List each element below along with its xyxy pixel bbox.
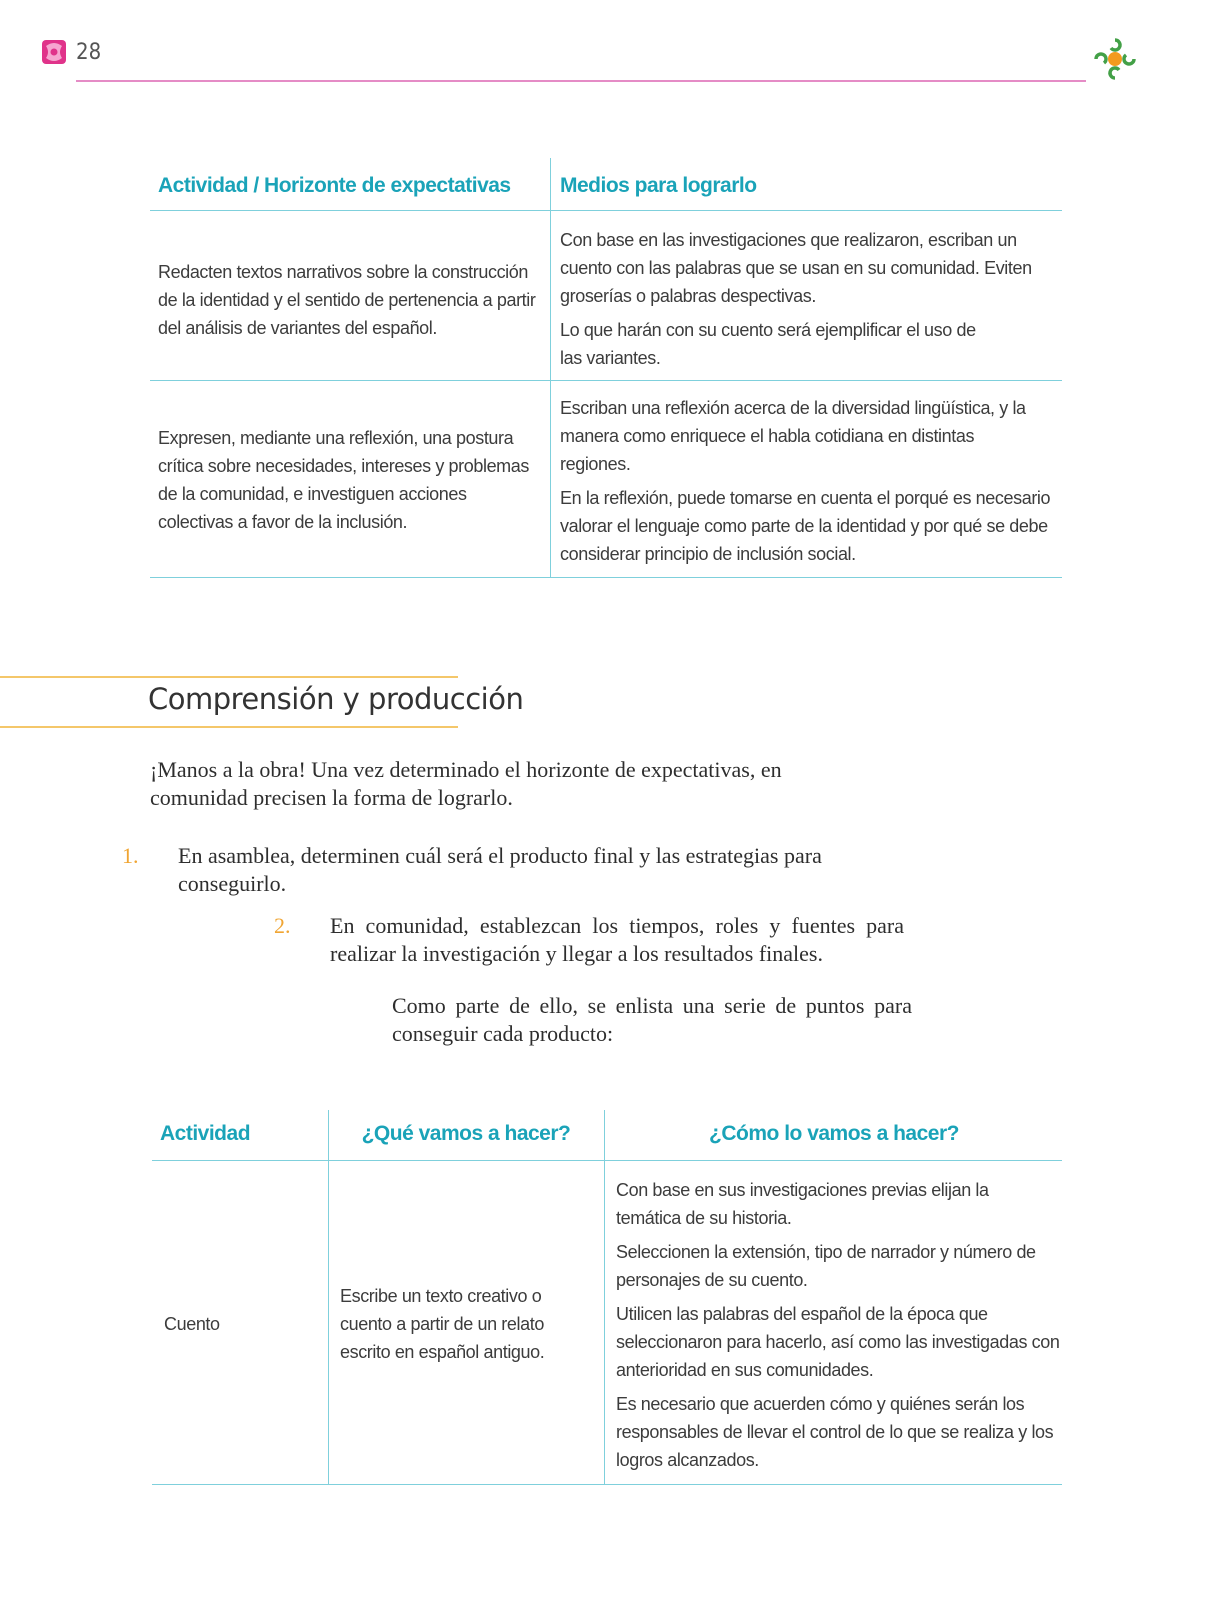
table2-activity-cell: Cuento <box>164 1314 220 1334</box>
table1-column-divider <box>550 158 551 578</box>
section-title: Comprensión y producción <box>148 682 524 716</box>
table2-how-p4: Es necesario que acuerden cómo y quiénes serán los responsables de llevar el control de lo que se realiza y los logros alcanzados. <box>616 1394 1054 1470</box>
table2-what-cell: Escribe un texto creativo o cuento a partir de un relato escrito en español antiguo. <box>340 1286 545 1362</box>
table2-how-cell <box>616 1176 1060 1480</box>
list-item-2-number: 2. <box>274 913 291 938</box>
table2-header-how: ¿Cómo lo vamos a hacer? <box>709 1122 959 1145</box>
table1-row2-means <box>560 394 1058 574</box>
table1-bottom-rule <box>150 577 1062 578</box>
table2-header-what: ¿Qué vamos a hacer? <box>361 1122 571 1145</box>
table1-row2-means-p2: En la reflexión, puede tomarse en cuenta el porqué es necesario valorar el lenguaje como parte de la identidad y por qué se debe considerar principio de inclusión social. <box>560 488 1051 564</box>
list-item-2 <box>274 912 904 968</box>
table2-how-p3: Utilicen las palabras del español de la época que seleccionaron para hacerlo, así como las investigadas con anterioridad en sus comunidades. <box>616 1304 1060 1380</box>
page-number: 28 <box>76 40 102 65</box>
table2-bottom-rule <box>152 1484 1062 1485</box>
table2-header-rule <box>152 1160 1062 1161</box>
table1-row1-means <box>560 226 1058 378</box>
table1-header-means: Medios para lograrlo <box>560 174 757 197</box>
page-header <box>0 0 1214 100</box>
table1-row1-means-p2: Lo que harán con su cuento será ejemplificar el uso de las variantes. <box>560 320 976 368</box>
table1-row-rule <box>150 380 1062 381</box>
table2-how-p2: Seleccionen la extensión, tipo de narrador y número de personajes de su cuento. <box>616 1242 1036 1290</box>
table1-row2-means-p1: Escriban una reflexión acerca de la diversidad lingüística, y la manera como enriquece el habla cotidiana en distintas regiones. <box>560 398 1026 474</box>
decorative-logo-icon <box>40 38 68 66</box>
table1-header-rule <box>150 210 1062 211</box>
outro-paragraph: Como parte de ello, se enlista una serie de puntos para conseguir cada producto: <box>392 993 912 1046</box>
table2-column-divider-2 <box>604 1110 605 1484</box>
list-item-1 <box>122 842 828 898</box>
list-item-2-text: En comunidad, establezcan los tiempos, roles y fuentes para realizar la investigación y llegar a los resultados finales. <box>330 913 904 966</box>
table1-row2-activity: Expresen, mediante una reflexión, una postura crítica sobre necesidades, intereses y problemas de la comunidad, e investiguen acciones colectivas a favor de la inclusión. <box>158 428 529 532</box>
flower-logo-icon <box>1090 34 1140 84</box>
table2-header-activity: Actividad <box>160 1122 251 1145</box>
list-item-1-number: 1. <box>122 843 139 868</box>
list-item-1-text: En asamblea, determinen cuál será el producto final y las estrategias para conseguirlo. <box>178 843 822 896</box>
intro-paragraph: ¡Manos a la obra! Una vez determinado el horizonte de expectativas, en comunidad precisen la forma de lograrlo. <box>150 757 782 810</box>
header-divider <box>76 80 1086 82</box>
table1-header-activity: Actividad / Horizonte de expectativas <box>158 174 511 197</box>
table1-row1-means-p1: Con base en las investigaciones que realizaron, escriban un cuento con las palabras que se usan en su comunidad. Eviten groserías o palabras despectivas. <box>560 230 1032 306</box>
table2-how-p1: Con base en sus investigaciones previas elijan la temática de su historia. <box>616 1180 989 1228</box>
table2-column-divider-1 <box>328 1110 329 1484</box>
table1-row1-activity: Redacten textos narrativos sobre la construcción de la identidad y el sentido de pertenencia a partir del análisis de variantes del español. <box>158 262 536 338</box>
